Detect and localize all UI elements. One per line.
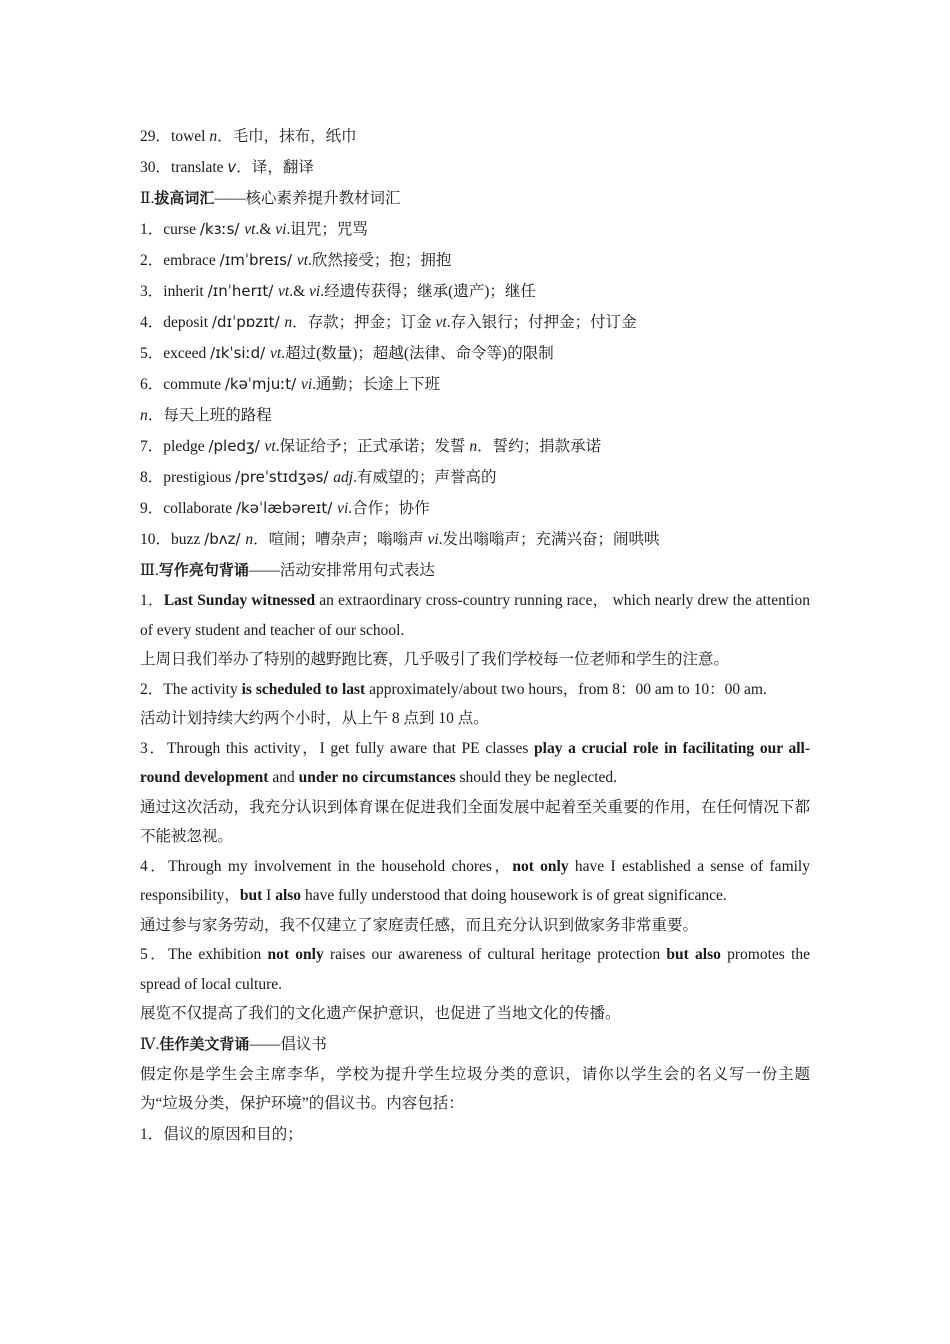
vocab-entry: 6．commute /kəˈmjuːt/ vi.通勤；长途上下班 bbox=[140, 375, 441, 393]
document-body bbox=[140, 121, 810, 1150]
sentence-english: 1．Last Sunday witnessed an extraordinary cross-country running race， which nearly drew the attention of every student and teacher of our school. bbox=[140, 592, 810, 639]
vocab-entry: 2．embrace /ɪmˈbreɪs/ vt.欣然接受；抱；拥抱 bbox=[140, 251, 452, 269]
vocab-entry: 7．pledge /pledʒ/ vt.保证给予；正式承诺；发誓 n．誓约；捐款承诺 bbox=[140, 437, 602, 455]
sentence-english: 2．The activity is scheduled to last approximately/about two hours，from 8：00 am to 10：00 am. bbox=[140, 680, 767, 698]
sentence-english: 5．The exhibition not only raises our awareness of cultural heritage protection but also promotes the spread of local culture. bbox=[140, 946, 811, 993]
vocab-entry: 10．buzz /bʌz/ n．喧闹；嘈杂声；嗡嗡声 vi.发出嗡嗡声；充满兴奋；闹哄哄 bbox=[140, 530, 660, 548]
writing-prompt: 假定你是学生会主席李华，学校为提升学生垃圾分类的意识，请你以学生会的名义写一份主题为“垃圾分类，保护环境”的倡议书。内容包括： bbox=[140, 1065, 810, 1112]
vocab-entry: 5．exceed /ɪkˈsiːd/ vt.超过(数量)；超越(法律、命令等)的限制 bbox=[140, 344, 554, 362]
section-heading: Ⅱ.拔高词汇——核心素养提升教材词汇 bbox=[140, 189, 401, 207]
sentence-chinese: 活动计划持续大约两个小时，从上午 8 点到 10 点。 bbox=[140, 710, 489, 727]
vocab-entry: 3．inherit /ɪnˈherɪt/ vt.& vi.经遗传获得；继承(遗产)；继任 bbox=[140, 282, 536, 300]
sentence-english: 3．Through this activity，I get fully aware that PE classes play a crucial role in facilitating our all-round development and under no circumstances should they be neglected. bbox=[140, 739, 810, 786]
vocab-entry: 30．translate v．译，翻译 bbox=[140, 158, 314, 176]
vocab-entry: 9．collaborate /kəˈlæbəreɪt/ vi.合作；协作 bbox=[140, 499, 430, 517]
prompt-point: 1．倡议的原因和目的； bbox=[140, 1125, 303, 1143]
vocab-entry: 1．curse /kɜːs/ vt.& vi.诅咒；咒骂 bbox=[140, 220, 368, 238]
sentence-chinese: 通过这次活动，我充分认识到体育课在促进我们全面发展中起着至关重要的作用，在任何情况下都不能被忽视。 bbox=[140, 798, 810, 845]
sentence-english: 4．Through my involvement in the household chores，not only have I established a sense of family responsibility，but I also have fully understood that doing housework is of great significance. bbox=[140, 857, 810, 904]
vocab-entry-continuation: n．每天上班的路程 bbox=[140, 407, 272, 424]
section-heading: Ⅲ.写作亮句背诵——活动安排常用句式表达 bbox=[140, 561, 435, 579]
vocab-entry: 8．prestigious /preˈstɪdʒəs/ adj.有威望的；声誉高的 bbox=[140, 468, 497, 486]
sentence-chinese: 上周日我们举办了特别的越野跑比赛，几乎吸引了我们学校每一位老师和学生的注意。 bbox=[140, 651, 730, 668]
vocab-entry: 4．deposit /dɪˈpɒzɪt/ n．存款；押金；订金 vt.存入银行；付押金；付订金 bbox=[140, 313, 637, 331]
section-heading: Ⅳ.佳作美文背诵——倡议书 bbox=[140, 1034, 327, 1053]
sentence-chinese: 展览不仅提高了我们的文化遗产保护意识，也促进了当地文化的传播。 bbox=[140, 1005, 621, 1022]
vocab-entry: 29．towel n．毛巾，抹布，纸巾 bbox=[140, 128, 357, 145]
sentence-chinese: 通过参与家务劳动，我不仅建立了家庭责任感，而且充分认识到做家务非常重要。 bbox=[140, 916, 699, 934]
